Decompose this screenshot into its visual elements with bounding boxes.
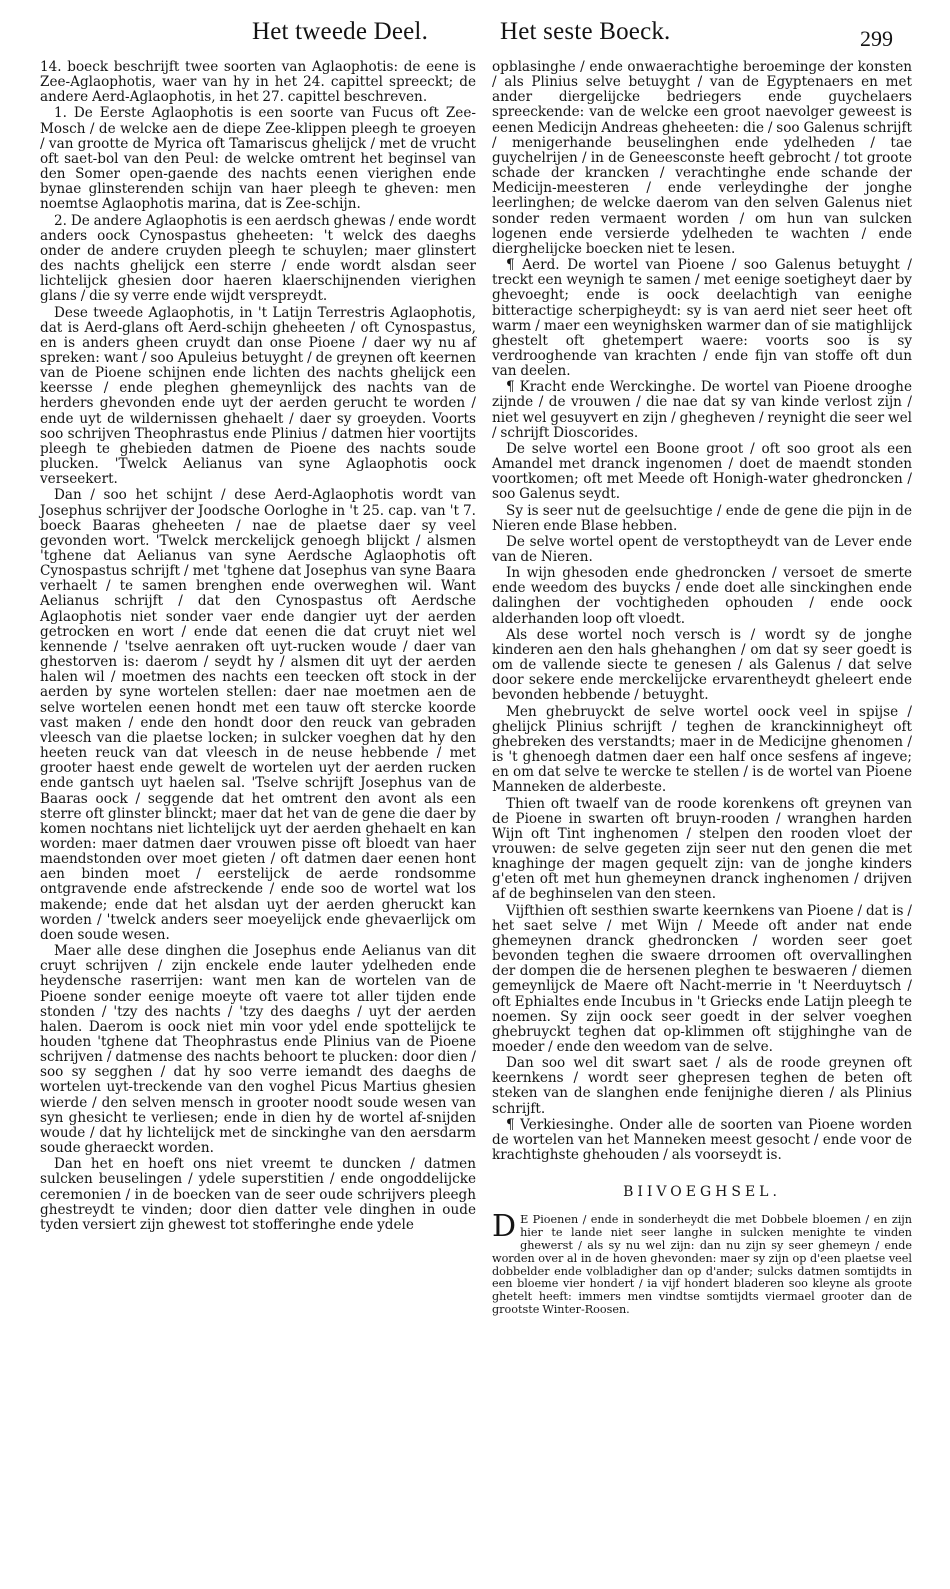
- paragraph: Thien oft twaelf van de roode korenkens oft greynen van de Pioene in swarten oft bruyn-rooden / wranghen harden Wijn oft Tint inghenomen / stelpen den rooden vloet der vrouwen: de selve gegeten zijn seer nut den genen die met knaghinge der magen gequelt zijn: van de jonghe kinders g'eten oft met hun ghemeynen dranck inghenomen / drijven af de beghinselen van den steen.: [492, 795, 912, 903]
- page-number: 299: [860, 26, 893, 51]
- paragraph: Maer alle dese dinghen die Josephus ende Aelianus van dit cruyt schrijven / zijn enckele ende lauter ydelheden ende heydensche raserrijen: want men kan de wortelen van de Pioene sonder eenige moeyte oft vaere tot aller tijden ende stonden / 'tzy des nachts / 'tzy des daeghs / uyt der aerden halen. Daerom is oock niet min voor ydel ende spottelijck te houden 'tghene dat Theophrastus ende Plinius van de Pioene schrijven / datmense des nachts behoort te plucken: door dien / soo sy segghen / dat hy soo verre iemandt des daeghs de wortelen uyt-treckende van den voghel Picus Martius ghesien wierde / den selven mensch in grooter noodt soude wesen van syn ghesicht te verliesen; ende in dien hy de wortel af-snijden woude / dat hy lichtelijck met de sinckinghe van den aersdarm soude gheraeckt worden.: [40, 943, 476, 1157]
- paragraph: Dan / soo het schijnt / dese Aerd-Aglaophotis wordt van Josephus schrijver der Joodsche Oorloghe in 't 25. cap. van 't 7. boeck Baaras gheheeten / nae de plaetse daer sy veel gevonden wort. 'Twelck merckelijck genoegh blijckt / alsmen 'tghene dat Aelianus van syne Aerdsche Aglaophotis oft Cynospastus schrijft / met 'tghene dat Josephus van syne Baara verhaelt / te samen brenghen ende overweghen wil. Want Aelianus schrijft / dat den Cynospastus oft Aerdsche Aglaophotis niet sonder vaer ende dangier uyt der aerden getrocken en wort / ende dat eenen die dat cruyt niet wel kennende / 'tselve aenraken oft uyt-rucken woude / daer van ghestorven is: daerom / seydt hy / alsmen dit uyt der aerden halen wil / moetmen des nachts een teecken oft stock in der aerden by syne wortelen stellen: daer nae moetmen aen de selve wortelen eenen hondt met een tauw oft stercke koorde vast maken / ende den hondt door den reuck van gebraden vleesch van die plaetse locken; in sulcker voeghen dat hy den heeten reuck van dat vleesch in de neuse hebbende / met grooter haest ende gewelt de wortelen uyt der aerden rucken ende gantsch uyt haelen sal. 'Tselve schrijft Josephus van de Baaras oock / seggende dat het omtrent den avont als een sterre oft glinster blinckt; maer dat het van de gene die daer by komen nochtans niet lichtelijck uyt der aerden ghehaelt en kan worden: maer datmen daer vrouwen pisse oft bloedt van haer maendstonden over moet gieten / oft datmen daer eenen hont aen binden moet / eerstelijck de aerde rondsomme ontgravende ende afstreckende / ende soo de wortel wat los makende; ende dat het alsdan uyt der aerden gheruckt kan worden / 'twelck anders seer moeyelijck ende ghevaerlijck om doen soude wesen.: [40, 487, 476, 943]
- paragraph: 2. De andere Aglaophotis is een aerdsch ghewas / ende wordt anders oock Cynospastus gheheeten: 't welck des daeghs onder de andere cruyden pleegh te schuylen; maer glinstert des nachts ghelijck een sterre / ende wordt alsdan seer lichtelijck ghesien door haeren klaerschijnenden vierighen glans / die sy verre ende wijdt verspreydt.: [40, 212, 476, 305]
- addendum-title: BIIVOEGHSEL.: [623, 1184, 781, 1201]
- paragraph: 14. boeck beschrijft twee soorten van Aglaophotis: de eene is Zee-Aglaophotis, waer van hy in het 24. capittel spreeckt; de andere Aerd-Aglaophotis, in het 27. capittel beschreven.: [40, 59, 476, 106]
- paragraph: De selve wortel een Boone groot / oft soo groot als een Amandel met dranck ingenomen / doet de maendt stonden voortkomen; oft met Meede oft Honigh-water ghedroncken / soo Galenus seydt.: [492, 440, 912, 503]
- paragraph: ¶ Verkiesinghe. Onder alle de soorten van Pioene worden de wortelen van het Manneken meest gesocht / ende voor de krachtighste ghehouden / als voorseydt is.: [492, 1116, 912, 1164]
- paragraph: De selve wortel opent de verstoptheydt van de Lever ende van de Nieren.: [492, 533, 912, 565]
- paragraph: Dan soo wel dit swart saet / als de roode greynen oft keernkens / wordt seer ghepresen teghen de beten oft steken van de slanghen ende fenijnighe dieren / als Plinius schrijft.: [492, 1055, 912, 1117]
- paragraph: Men ghebruyckt de selve wortel oock veel in spijse / ghelijck Plinius schrijft / teghen de kranckinnigheyt oft ghebreken des verstandts; maer in de Medicijne ghenomen / is 't ghenoegh datmen daer een half once sesfens af ingeve; en om dat selve te wercke te stellen / is de wortel van Pioene Manneken de alderbeste.: [492, 703, 912, 796]
- paragraph: Dan het en hoeft ons niet vreemt te duncken / datmen sulcken beuselingen / ydele superstitien / ende ongoddelijcke ceremonien / in de boecken van de seer oude schrijvers pleegh ghestreydt te vinden; door dien datter vele dinghen in oude tyden versiert zijn ghewest tot stofferinghe ende ydele: [40, 1156, 476, 1233]
- running-head-right: Het seste Boeck.: [500, 18, 671, 45]
- paragraph: Als dese wortel noch versch is / wordt sy de jonghe kinderen aen den hals ghehanghen / om dat sy seer goedt is om de vallende siecte te genesen / als Galenus / dat selve door sekere ende merckelijcke ervarentheydt gheleert ende bevonden hebbende / betuyght.: [492, 626, 912, 704]
- paragraph: 1. De Eerste Aglaophotis is een soorte van Fucus oft Zee-Mosch / de welcke aen de diepe Zee-klippen pleegh te groeyen / van grootte de Myrica oft Tamariscus ghelijck / met de vrucht oft saet-bol van den Peul: de welcke omtrent het beginsel van den Somer open-gaende des nachts eenen vierighen ende bynae glinsterenden schijn van haer pleegh te gheven: men noemtse Aglaophotis marina, dat is Zee-schijn.: [40, 105, 476, 213]
- paragraph: opblasinghe / ende onwaerachtighe beroeminge der konsten / als Plinius selve betuyght / van de Egyptenaers en met ander diergelijcke bedriegers ende guychelaers spreeckende: van de welcke een groot naevolger geweest is eenen Medicijn Andreas gheheeten: die / soo Galenus schrijft / menigerhande beuselinghen ende ydelheden / tae guychelrijen / in de Geneesconste heeft gebrocht / tot groote schade der krancken / verachtinghe ende schande der Medicijn-meesteren / ende verleydinghe der jonghe leerlinghen; de welcke daerom van den selven Galenus niet sonder reden vermaent worden / om hun van sulcken logenen ende versierde ydelheden te wachten / ende dierghelijcke boecken niet te lesen.: [492, 59, 913, 257]
- paragraph: In wijn ghesoden ende ghedroncken / versoet de smerte ende weedom des buycks / ende doet alle sinckinghen ende dalinghen der vochtigheden ophouden / ende oock alderhanden loop oft vloedt.: [492, 565, 912, 627]
- left-column: [40, 60, 476, 1234]
- addendum-text-block: [492, 1209, 912, 1316]
- paragraph: ¶ Kracht ende Werckinghe. De wortel van Pioene drooghe zijnde / de vrouwen / die nae dat sy van kinde verlost zijn / niet wel gesuyvert en zijn / ghegheven / reynight die seer wel / schrijft Dioscorides.: [492, 379, 912, 441]
- right-column: [492, 60, 912, 1317]
- drop-cap: D: [492, 1209, 517, 1245]
- paragraph: ¶ Aerd. De wortel van Pioene / soo Galenus betuyght / treckt een weynigh te samen / met eenige soetigheyt daer by ghevoeght; ende is oock deelachtigh van eenighe bitteractige scherpigheydt: sy is van aerd niet seer heet oft warm / maer een weynighsken warmer dan of sie matighlijck ghestelt oft ghetempert waere: voorts soo is sy verdrooghende van krachten / ende fijn van stoffe oft dun van deelen.: [492, 257, 912, 380]
- addendum-text: E Pioenen / ende in sonderheydt die met Dobbele bloemen / en zijn hier te lande niet seer langhe in sulcken menighte te vinden ghewerst / als sy nu wel zijn: dan nu zijn sy seer ghemeyn / ende worden over al in de hoven ghevonden: maer sy zijn op d'een plaetse veel dobbelder ende volbladigher dan op d'ander; sulcks datmen somtijdts in een bloeme vier hondert / ia vijf hondert bladeren soo kleyne als groote ghetelt heeft: immers men vindtse somtijdts viermael grooter dan de grootste Winter-Roosen.: [492, 1213, 912, 1316]
- paragraph: Sy is seer nut de geelsuchtige / ende de gene die pijn in de Nieren ende Blase hebben.: [492, 502, 912, 534]
- running-head-left: Het tweede Deel.: [252, 18, 429, 45]
- page-header: [0, 10, 950, 52]
- paragraph: Vijfthien oft sesthien swarte keernkens van Pioene / dat is / het saet selve / met Wijn / Meede oft ander nat ende ghemeynen dranck ghedroncken / worden seer goet bevonden teghen die swaere drroomen oft overvallinghen der dompen die de hersenen pleghen te beswaeren / diemen gemeynlijck de Maere oft Nacht-merrie in 't Neerduytsch / oft Ephialtes ende Incubus in 't Griecks ende Latijn pleegh te noemen. Sy zijn oock seer goedt in der selver voeghen ghebruyckt teghen dat op-klimmen oft stijghinghe van de moeder / ende den weedom van de selve.: [492, 902, 912, 1055]
- paragraph: Dese tweede Aglaophotis, in 't Latijn Terrestris Aglaophotis, dat is Aerd-glans oft Aerd-schijn gheheeten / oft Cynospastus, en is anders gheen cruydt dan onse Pioene / daer wy nu af spreken: want / soo Apuleius betuyght / de greynen oft keernen van de Pioene schijnen ende lichten des nachts ghelijck een keersse / ende pleghen ghemeynlijck des nachts van de herders ghevonden ende uyt der aerden gerucht te worden / ende uyt de wildernissen ghehaelt / daer sy groeyden. Voorts soo schrijven Theophrastus ende Plinius / datmen hier voortijts pleegh te ghebieden datmen de Pioene des nachts soude plucken. 'Twelck Aelianus van syne Aglaophotis oock verseekert.: [40, 304, 476, 488]
